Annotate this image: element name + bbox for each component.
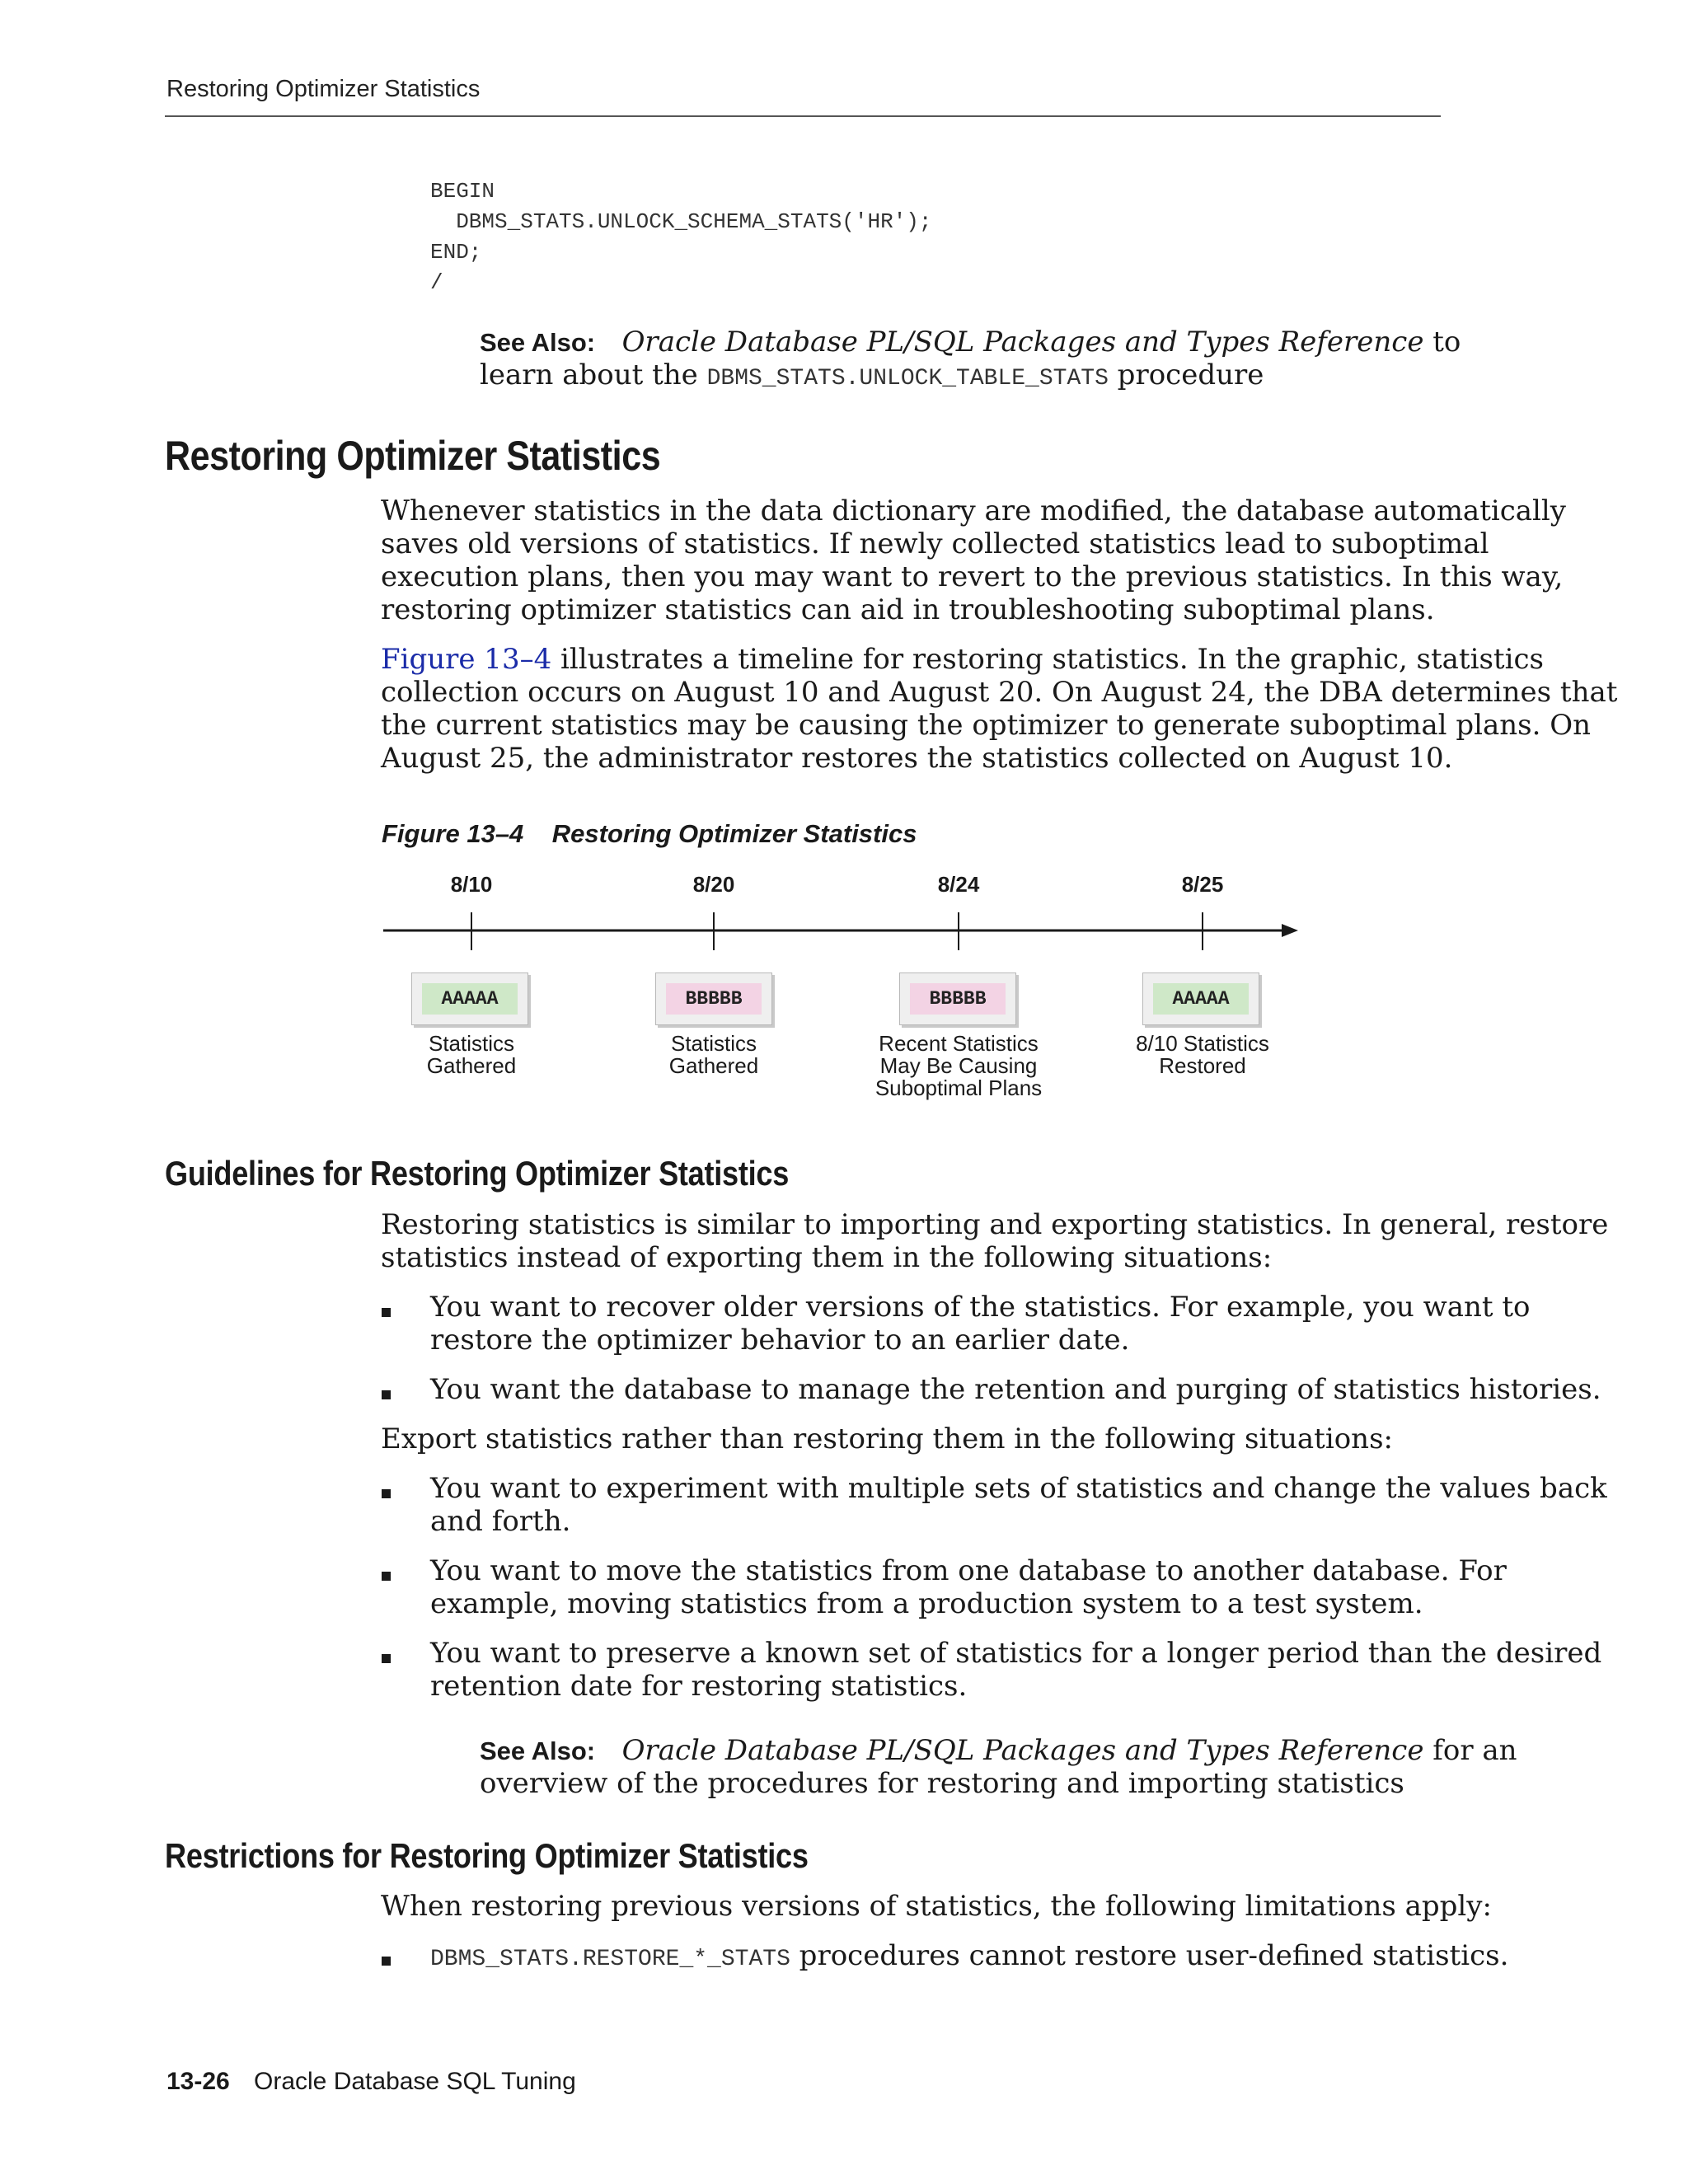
paragraph-line: execution plans, then you may want to revert to the previous statistics. In this way, — [381, 560, 1564, 593]
stats-box — [899, 972, 1016, 1025]
see-also-label: See Also: — [480, 328, 596, 357]
see-also-note — [480, 326, 1461, 359]
timeline-label-line: Recent Statistics — [879, 1031, 1039, 1056]
stats-box-label: AAAAA — [1153, 983, 1249, 1015]
timeline-label-line: Restored — [1159, 1053, 1246, 1078]
timeline-label — [1095, 1033, 1310, 1077]
running-header: Restoring Optimizer Statistics — [166, 76, 481, 102]
paragraph-line: the current statistics may be causing the optimizer to generate suboptimal plans. On — [381, 709, 1591, 742]
timeline-date: 8/10 — [450, 872, 493, 897]
list-item-line: retention date for restoring statistics. — [430, 1670, 968, 1703]
timeline-date: 8/20 — [692, 872, 735, 897]
timeline-label — [851, 1033, 1066, 1099]
see-also-text: procedure — [1108, 359, 1264, 391]
paragraph-text: illustrates a timeline for restoring statistics. In the graphic, statistics — [551, 643, 1544, 676]
figure-link[interactable]: Figure 13–4 — [381, 643, 552, 676]
timeline-label-line: Gathered — [668, 1053, 759, 1078]
list-item-line: restore the optimizer behavior to an earlier date. — [430, 1324, 1130, 1357]
paragraph-line: Export statistics rather than restoring them in the following situations: — [381, 1422, 1393, 1455]
figure-title: Restoring Optimizer Statistics — [551, 819, 917, 848]
stats-box-label: AAAAA — [422, 983, 518, 1015]
reference-title: Oracle Database PL/SQL Packages and Types Reference — [621, 1734, 1424, 1767]
paragraph-line — [381, 643, 1544, 676]
timeline-label-line: Statistics — [428, 1031, 515, 1056]
stats-box-label: BBBBB — [666, 983, 762, 1015]
stats-box — [655, 972, 772, 1025]
bullet-icon — [382, 1572, 391, 1581]
stats-box — [411, 972, 528, 1025]
list-item-line: You want to recover older versions of the statistics. For example, you want to — [430, 1291, 1531, 1324]
timeline-figure — [382, 857, 1305, 1104]
see-also-note-line2 — [480, 359, 1264, 396]
list-item-line: and forth. — [430, 1505, 571, 1538]
paragraph-line: When restoring previous versions of statistics, the following limitations apply: — [381, 1890, 1492, 1923]
timeline-label-line: Gathered — [426, 1053, 517, 1078]
arrow-head-icon — [1282, 924, 1298, 937]
timeline-label-line: May Be Causing — [879, 1053, 1038, 1078]
section-heading: Restoring Optimizer Statistics — [165, 433, 661, 479]
see-also-label: See Also: — [480, 1736, 596, 1765]
paragraph-line: saves old versions of statistics. If newly collected statistics lead to suboptimal — [381, 527, 1489, 560]
paragraph-line: Whenever statistics in the data dictionary are modified, the database automatically — [381, 494, 1567, 527]
timeline-label — [364, 1033, 579, 1077]
code-line: DBMS_STATS.UNLOCK_SCHEMA_STATS('HR'); — [430, 209, 932, 234]
see-also-text: for an — [1423, 1734, 1517, 1767]
see-also-text: to — [1423, 326, 1461, 359]
list-item-line: You want to experiment with multiple sets of statistics and change the values back — [430, 1472, 1607, 1505]
timeline-label-line: Statistics — [670, 1031, 757, 1056]
code-line: END; — [430, 240, 482, 265]
bullet-icon — [382, 1308, 391, 1317]
list-item-text: procedures cannot restore user-defined statistics. — [790, 1939, 1509, 1972]
see-also-note-line2: overview of the procedures for restoring and importing statistics — [480, 1767, 1404, 1800]
bullet-icon — [382, 1654, 391, 1663]
paragraph-line: Restoring statistics is similar to importing and exporting statistics. In general, restore — [381, 1208, 1609, 1241]
figure-number: Figure 13–4 — [382, 819, 524, 848]
list-item-line: You want the database to manage the retention and purging of statistics histories. — [430, 1373, 1601, 1406]
page-number: 13-26 — [166, 2068, 230, 2095]
list-item-line: You want to preserve a known set of statistics for a longer period than the desired — [430, 1637, 1602, 1670]
code-line: / — [430, 270, 443, 295]
figure-caption — [382, 819, 917, 849]
timeline-label-line: 8/10 Statistics — [1136, 1031, 1269, 1056]
bullet-icon — [382, 1957, 391, 1966]
list-item-line: example, moving statistics from a production system to a test system. — [430, 1587, 1423, 1620]
list-item-line: You want to move the statistics from one database to another database. For — [430, 1554, 1507, 1587]
timeline-label-line: Suboptimal Plans — [874, 1076, 1043, 1100]
timeline-date: 8/25 — [1181, 872, 1224, 897]
subsection-heading: Restrictions for Restoring Optimizer Statistics — [165, 1836, 809, 1875]
reference-title: Oracle Database PL/SQL Packages and Types Reference — [621, 326, 1424, 359]
timeline-label — [607, 1033, 821, 1077]
paragraph-line: August 25, the administrator restores the statistics collected on August 10. — [381, 742, 1453, 775]
inline-code: DBMS_STATS.UNLOCK_TABLE_STATS — [706, 366, 1109, 391]
book-title: Oracle Database SQL Tuning — [254, 2068, 576, 2095]
code-line: BEGIN — [430, 179, 495, 204]
paragraph-line: collection occurs on August 10 and August 20. On August 24, the DBA determines that — [381, 676, 1618, 709]
bullet-icon — [382, 1390, 391, 1399]
stats-box-label: BBBBB — [910, 983, 1006, 1015]
subsection-heading: Guidelines for Restoring Optimizer Statistics — [165, 1154, 790, 1193]
see-also-note — [480, 1734, 1517, 1768]
see-also-text: learn about the — [480, 359, 707, 391]
timeline-date: 8/24 — [937, 872, 980, 897]
bullet-icon — [382, 1489, 391, 1498]
paragraph-line: statistics instead of exporting them in the following situations: — [381, 1241, 1273, 1274]
inline-code: DBMS_STATS.RESTORE_*_STATS — [430, 1947, 790, 1972]
stats-box — [1142, 972, 1259, 1025]
list-item-line — [430, 1939, 1508, 1976]
paragraph-line: restoring optimizer statistics can aid in troubleshooting suboptimal plans. — [381, 593, 1435, 626]
header-rule — [165, 115, 1441, 117]
